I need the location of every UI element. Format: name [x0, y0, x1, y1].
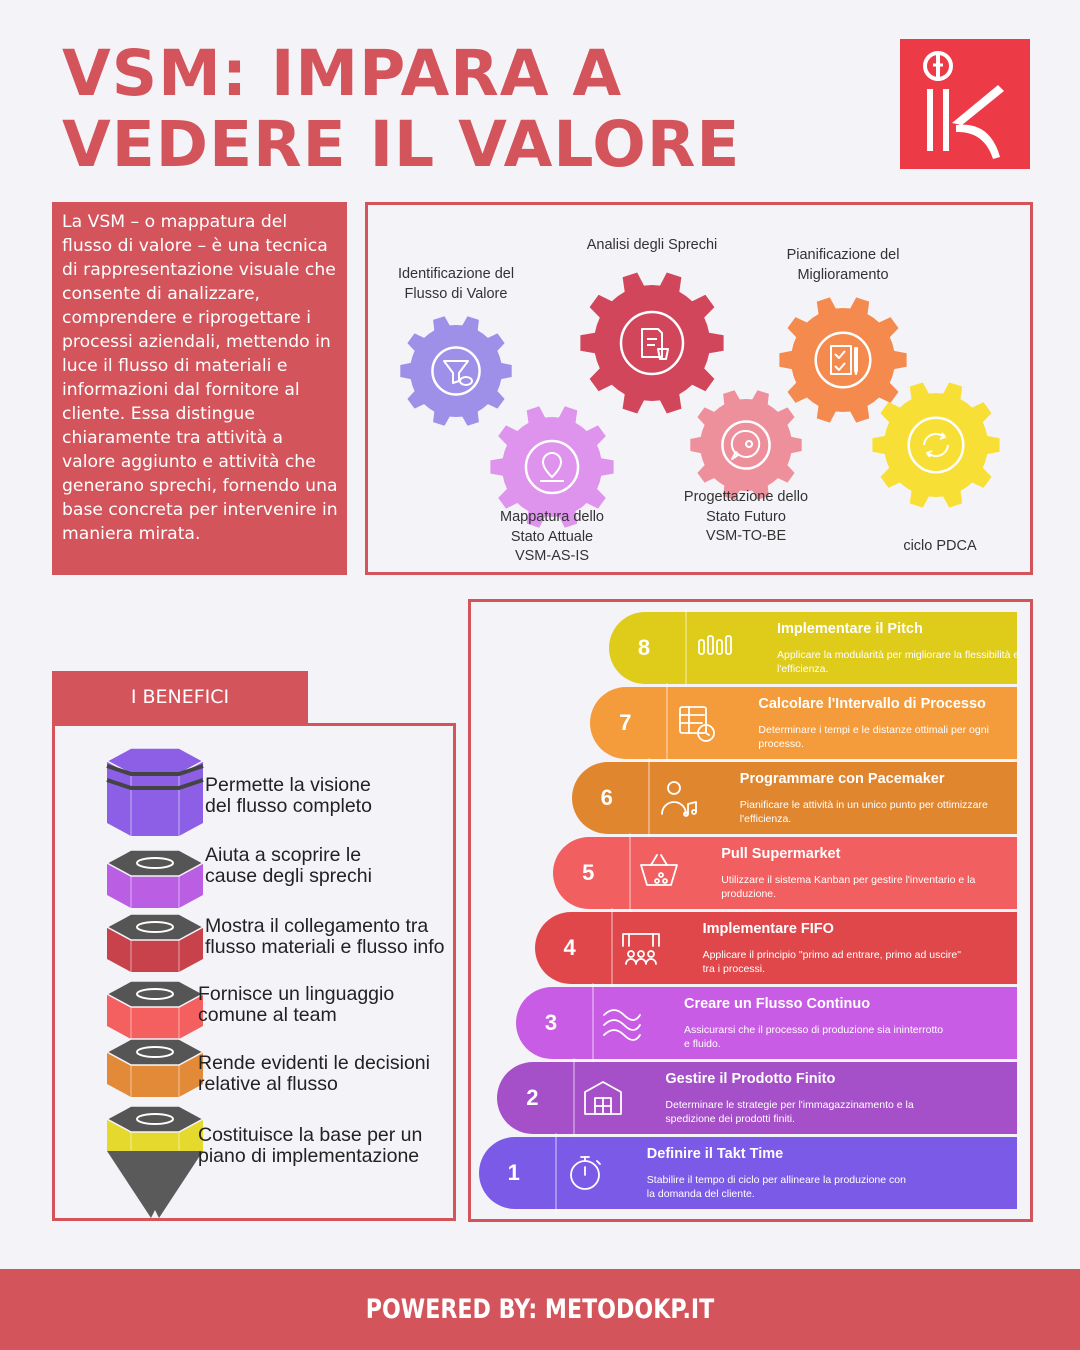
step-4	[535, 912, 1017, 984]
step-8	[609, 612, 1020, 684]
benefit-item: Costituisce la base per un piano di implementazione	[198, 1124, 423, 1167]
step-description: Assicurarsi che il processo di produzione sia ininterrotto e fluido.	[684, 1024, 944, 1050]
person-music-icon	[656, 776, 700, 820]
step-description: Applicare il principio "primo ad entrare, primo ad uscire" tra i processi.	[702, 949, 961, 975]
gear-label-mappatura: Mappatura dello Stato Attuale VSM-AS-IS	[500, 509, 604, 564]
step-6	[572, 762, 1017, 834]
queue-people-icon	[619, 926, 663, 970]
step-title: Implementare il Pitch	[777, 621, 923, 637]
benefit-hex-segment	[107, 1039, 203, 1097]
step-5	[553, 837, 1017, 909]
step-connector	[629, 833, 631, 913]
step-7	[590, 687, 1017, 759]
step-connector	[555, 1133, 557, 1213]
step-number: 4	[563, 935, 576, 960]
step-connector	[592, 983, 594, 1063]
step-title: Pull Supermarket	[721, 846, 841, 862]
step-number: 1	[507, 1160, 520, 1185]
benefit-item: Mostra il collegamento tra flusso materiali e flusso info	[205, 915, 445, 958]
benefits-title: I BENEFICI	[52, 671, 308, 723]
step-2	[497, 1062, 1017, 1134]
step-title: Implementare FIFO	[702, 921, 834, 937]
gear-1	[400, 316, 511, 426]
benefit-item: Aiuta a scoprire le cause degli sprechi	[205, 844, 372, 887]
step-connector	[611, 908, 613, 988]
step-number: 6	[600, 785, 613, 810]
step-number: 7	[619, 710, 632, 735]
gear-label-progettazione: Progettazione dello Stato Futuro VSM-TO-BE	[683, 489, 809, 544]
page-title: VSM: IMPARA A VEDERE IL VALORE	[62, 37, 741, 181]
warehouse-icon	[581, 1076, 625, 1120]
gear-label-identificazione: Identificazione del Flusso di Valore	[397, 266, 515, 302]
steps-panel	[468, 599, 1033, 1222]
step-description: Pianificare le attività in un unico punto per ottimizzare l'efficienza.	[739, 799, 988, 825]
step-number: 2	[526, 1085, 539, 1110]
step-title: Gestire il Prodotto Finito	[665, 1071, 836, 1087]
step-connector	[573, 1058, 575, 1138]
basket-icon	[637, 851, 681, 895]
step-number: 8	[637, 635, 651, 660]
benefit-item: Fornisce un linguaggio comune al team	[198, 983, 395, 1026]
benefits-panel	[52, 723, 456, 1221]
step-title: Programmare con Pacemaker	[739, 771, 945, 787]
step-description: Determinare le strategie per l'immagazzinamento e la spedizione dei prodotti finiti.	[665, 1099, 914, 1125]
gears-panel	[365, 202, 1033, 575]
step-3	[516, 987, 1017, 1059]
brand-logo	[900, 39, 1030, 169]
step-number: 3	[544, 1010, 558, 1035]
table-clock-icon	[674, 701, 718, 745]
flow-wave-icon	[600, 1001, 644, 1045]
benefit-hex-segment	[107, 981, 203, 1039]
step-connector	[648, 758, 650, 838]
benefit-item: Rende evidenti le decisioni relative al flusso	[198, 1052, 430, 1095]
step-number: 5	[582, 860, 595, 885]
step-title: Creare un Flusso Continuo	[684, 996, 871, 1012]
benefit-hex-segment	[107, 850, 203, 908]
bar-chart-icon	[693, 626, 737, 670]
benefit-hex-segment	[107, 748, 203, 836]
pencil-tip	[107, 1151, 203, 1218]
gear-label-analisi: Analisi degli Sprechi	[586, 237, 718, 253]
gear-label-pianificazione: Pianificazione del Miglioramento	[786, 247, 900, 283]
step-description: Applicare la modularità per migliorare la flessibilità e l'efficienza.	[777, 649, 1020, 675]
step-title: Definire il Takt Time	[646, 1146, 784, 1162]
gear-label-pdca: ciclo PDCA	[903, 538, 977, 554]
step-title: Calcolare l'Intervallo di Processo	[758, 696, 986, 712]
footer-bar	[0, 1269, 1080, 1350]
stopwatch-icon	[563, 1151, 607, 1195]
step-1	[479, 1137, 1017, 1209]
step-description: Determinare i tempi e le distanze ottimali per ogni processo.	[758, 724, 989, 750]
intro-text: La VSM – o mappatura del flusso di valore – è una tecnica di rappresentazione visuale che consente di analizzare, comprendere e riprogettare i processi aziendali, mettendo in luce il flusso di materiali e informazioni dal fornitore al cliente. Essa distingue chiaramente tra attività a valore aggiunto e attività che generano sprechi, fornendo una base concreta per intervenire in maniera mirata.	[52, 202, 347, 575]
step-description: Stabilire il tempo di ciclo per allineare la produzione con la domanda del cliente.	[646, 1174, 906, 1200]
benefit-item: Permette la visione del flusso completo	[205, 774, 372, 817]
footer-text: POWERED BY: METODOKP.IT	[365, 1294, 715, 1325]
step-connector	[666, 683, 668, 763]
step-description: Utilizzare il sistema Kanban per gestire l'inventario e la produzione.	[721, 874, 976, 900]
gear-3	[580, 273, 723, 414]
benefit-hex-segment	[107, 914, 203, 972]
step-connector	[685, 608, 687, 688]
